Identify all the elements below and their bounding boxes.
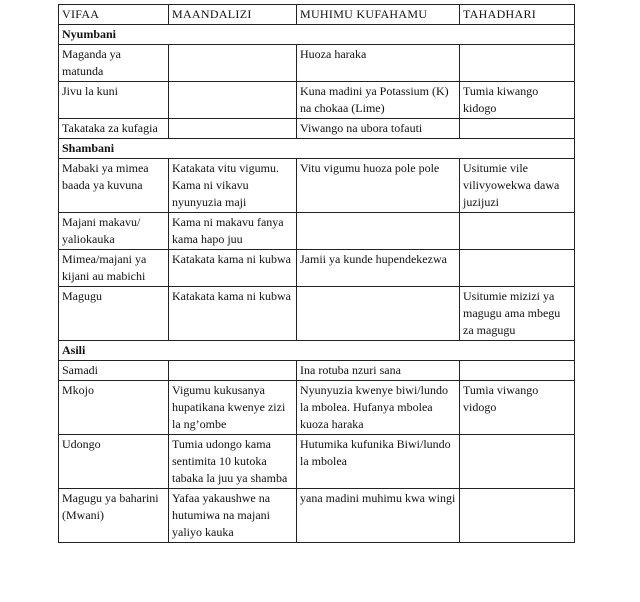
cell-tahadhari: Usitumie mizizi ya magugu ama mbegu za magugu: [460, 287, 575, 341]
cell-maandalizi: Yafaa yakaushwe na hutumiwa na majani yaliyo kauka: [169, 489, 297, 543]
compost-materials-table-container: [58, 4, 574, 543]
cell-maandalizi: Kama ni makavu fanya kama hapo juu: [169, 213, 297, 250]
cell-muhimu: Ina rotuba nzuri sana: [297, 361, 460, 381]
section-title: Shambani: [59, 139, 575, 159]
section-row-nyumbani: [59, 25, 575, 45]
table-row: [59, 435, 575, 489]
cell-vifaa: Jivu la kuni: [59, 82, 169, 119]
cell-tahadhari: [460, 119, 575, 139]
cell-vifaa: Mkojo: [59, 381, 169, 435]
table-row: [59, 361, 575, 381]
cell-vifaa: Magugu ya baharini (Mwani): [59, 489, 169, 543]
cell-maandalizi: Katakata kama ni kubwa: [169, 287, 297, 341]
cell-vifaa: Udongo: [59, 435, 169, 489]
cell-tahadhari: Tumia viwango vidogo: [460, 381, 575, 435]
table-row: [59, 82, 575, 119]
cell-muhimu: yana madini muhimu kwa wingi: [297, 489, 460, 543]
cell-vifaa: Takataka za kufagia: [59, 119, 169, 139]
cell-maandalizi: Tumia udongo kama sentimita 10 kutoka tabaka la juu ya shamba: [169, 435, 297, 489]
cell-tahadhari: [460, 213, 575, 250]
header-tahadhari: TAHADHARI: [460, 5, 575, 25]
cell-tahadhari: [460, 250, 575, 287]
header-row: [59, 5, 575, 25]
table-row: [59, 250, 575, 287]
cell-muhimu: Huoza haraka: [297, 45, 460, 82]
cell-maandalizi: [169, 82, 297, 119]
cell-muhimu: Jamii ya kunde hupendekezwa: [297, 250, 460, 287]
cell-vifaa: Magugu: [59, 287, 169, 341]
cell-vifaa: Mabaki ya mimea baada ya kuvuna: [59, 159, 169, 213]
section-title: Asili: [59, 341, 575, 361]
cell-tahadhari: [460, 45, 575, 82]
section-row-shambani: [59, 139, 575, 159]
cell-tahadhari: Usitumie vile vilivyowekwa dawa juzijuzi: [460, 159, 575, 213]
cell-maandalizi: [169, 45, 297, 82]
table-row: [59, 45, 575, 82]
cell-muhimu: [297, 287, 460, 341]
cell-maandalizi: Vigumu kukusanya hupatikana kwenye zizi la ng’ombe: [169, 381, 297, 435]
cell-maandalizi: [169, 119, 297, 139]
cell-muhimu: Vitu vigumu huoza pole pole: [297, 159, 460, 213]
cell-tahadhari: Tumia kiwango kidogo: [460, 82, 575, 119]
cell-muhimu: Kuna madini ya Potassium (K) na chokaa (Lime): [297, 82, 460, 119]
compost-materials-table: [58, 4, 575, 543]
table-row: [59, 489, 575, 543]
cell-vifaa: Majani makavu/ yaliokauka: [59, 213, 169, 250]
section-title: Nyumbani: [59, 25, 575, 45]
table-row: [59, 287, 575, 341]
cell-maandalizi: Katakata kama ni kubwa: [169, 250, 297, 287]
cell-muhimu: [297, 213, 460, 250]
cell-maandalizi: [169, 361, 297, 381]
header-muhimu-kufahamu: MUHIMU KUFAHAMU: [297, 5, 460, 25]
cell-vifaa: Samadi: [59, 361, 169, 381]
table-row: [59, 381, 575, 435]
cell-vifaa: Maganda ya matunda: [59, 45, 169, 82]
cell-tahadhari: [460, 489, 575, 543]
cell-tahadhari: [460, 435, 575, 489]
table-row: [59, 159, 575, 213]
header-maandalizi: MAANDALIZI: [169, 5, 297, 25]
cell-tahadhari: [460, 361, 575, 381]
table-row: [59, 213, 575, 250]
header-vifaa: VIFAA: [59, 5, 169, 25]
section-row-asili: [59, 341, 575, 361]
table-row: [59, 119, 575, 139]
cell-muhimu: Hutumika kufunika Biwi/lundo la mbolea: [297, 435, 460, 489]
cell-muhimu: Viwango na ubora tofauti: [297, 119, 460, 139]
cell-maandalizi: Katakata vitu vigumu. Kama ni vikavu nyunyuzia maji: [169, 159, 297, 213]
cell-muhimu: Nyunyuzia kwenye biwi/lundo la mbolea. Hufanya mbolea kuoza haraka: [297, 381, 460, 435]
cell-vifaa: Mimea/majani ya kijani au mabichi: [59, 250, 169, 287]
